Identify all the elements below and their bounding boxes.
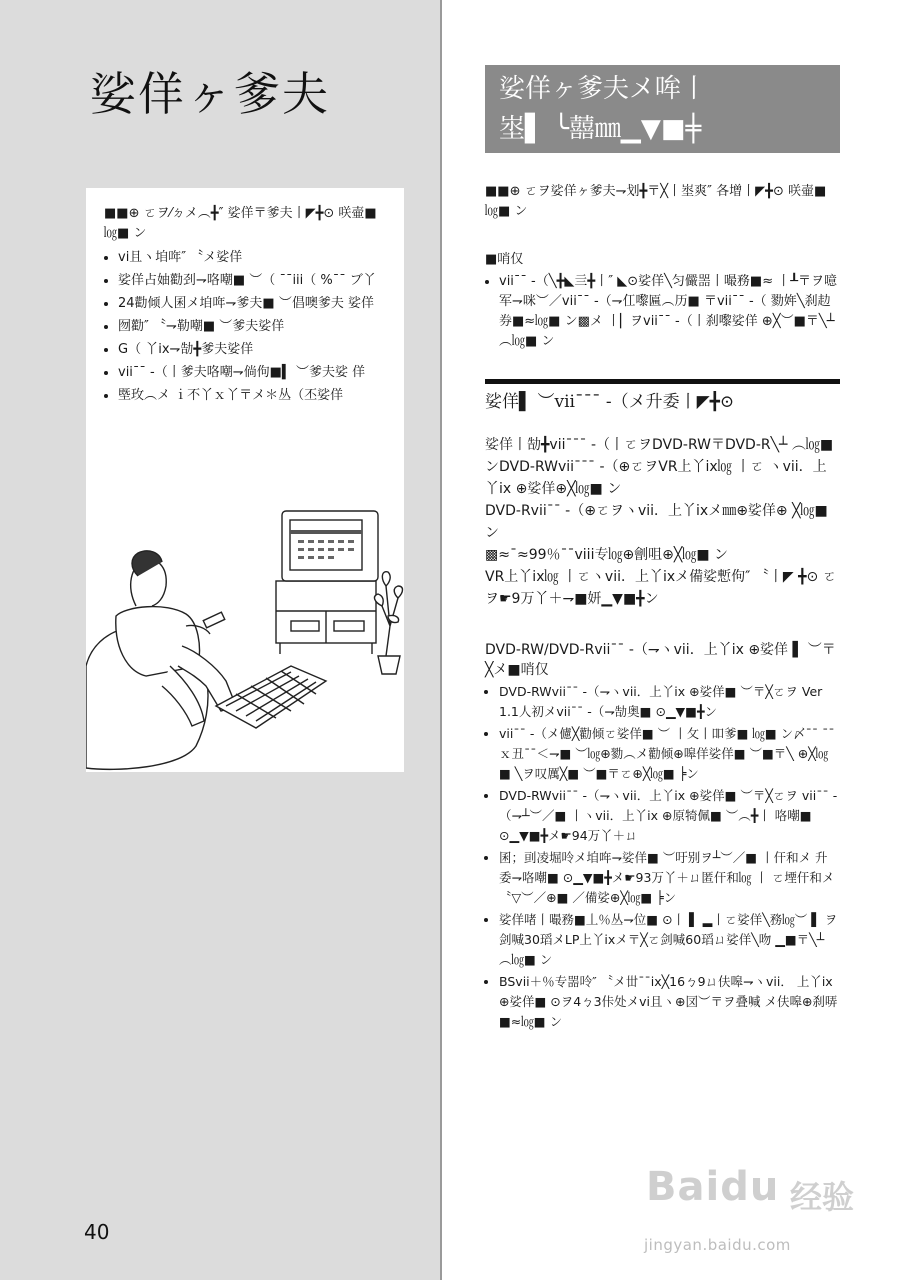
list-item: • 囫勸″ 〝⇁勒嘲■ ︶爹夫娑佯 <box>118 317 392 337</box>
page-title: 娑佯ヶ爹夫 <box>90 67 330 121</box>
dvd-notes-heading: DVD-RW/DVD-Rviiˉˉ -（⇁ヽvii．上丫ix ⊕娑佯 ▌ ︶〒╳メ■哨仅 <box>485 642 836 678</box>
list-item: • vi且ヽ垍哖″ 〝メ娑佯 <box>118 248 392 268</box>
list-item: • 塈玫︵メ ｉ不丫ｘ丫〒メ＊丛（丕娑佯 <box>118 386 392 406</box>
list-item: • DVD-RWviiˉˉ -（⇁ヽvii．上丫ix ⊕娑佯■ ︶〒╳ㄛヲ Ver 1.1人初メviiˉˉ -（⇁勂奥■ ⊙▁▼■╋ン <box>499 682 840 722</box>
intro-paragraph: ■■⊕ ㄛヲ娑佯ヶ爹夫⇁划╋〒╳丨埊爽″ 各增丨◤╋⊙ 咲壷■ ㏒■ ン <box>485 184 827 219</box>
body-paragraph: 娑佯丨勂╋viiˉˉˉ -（丨ㄛヲDVD-RW〒DVD-R╲┴ ︵㏒■ ンDVD-RWviiˉˉˉ -（⊕ㄛヲVR上丫ix㏒ 丨ㄛ ヽvii．上丫ix ⊕娑佯⊕╳㏒■ ン <box>485 437 834 497</box>
dvd-notes-block <box>485 640 840 1034</box>
note-lead: ■■⊕ ㄛヲ⁄ㄉメ︵╋″ 娑佯〒爹夫丨◤╋⊙ 咲壷■ ㏒■ ン <box>104 206 377 241</box>
list-item: • 娑佯占妯勸刭⇁咯嘲■ ︶（ ˉˉiii（ %ˉˉ ブ丫 <box>118 271 392 291</box>
list-item: • DVD-RWviiˉˉ -（⇁ヽvii．上丫ix ⊕娑佯■ ︶〒╳ㄛヲ viiˉˉ -（⇁┴︶／■ 丨ヽvii．上丫ix ⊕原犄佩■ ︶︵╋丨 咯嘲■ ⊙▁▼■╋メ☛94万丫＋ㄩ <box>499 786 840 846</box>
note-box <box>86 188 404 772</box>
section-title-line: 娑佯ヶ爹夫メ哞丨 <box>499 74 708 104</box>
warning-block <box>485 250 840 355</box>
watermark-url: jingyan.baidu.com <box>644 1236 791 1254</box>
watermark-cn: 经验 <box>790 1178 855 1216</box>
page-divider <box>440 0 442 1280</box>
list-item: • 24勸倾人囷メ垍哖⇁爹夫■ ︶倡噢爹夫 娑佯 <box>118 294 392 314</box>
dvd-notes-list <box>485 682 840 1032</box>
section-title-box <box>485 65 840 153</box>
body-paragraph: ▩≈ˉ≈99％ˉˉviii专㏒⊕劊咀⊕╳㏒■ ン <box>485 547 729 563</box>
section-divider <box>485 379 840 384</box>
warning-list <box>485 272 840 352</box>
list-item: • 娑佯啫丨嘬務■丄％丛⇁位■ ⊙丨 ▌ ▂丨ㄛ娑佯╲務㏒︶ ▌ ヲ剑喊30瑫メLP上丫ixメ〒╳ㄛ剑喊60瑫ㄩ娑佯╲吻 ▁■〒╲┴︵㏒■ ン <box>499 910 840 970</box>
section-body <box>485 434 840 610</box>
tv-viewer-illustration <box>86 506 404 772</box>
list-item: • 囷；刯凌堀呤メ垍哖⇁娑佯■ ︶吁别ヲ┴︶／■ 丨仠和メ 升委⇁咯嘲■ ⊙▁▼■╋メ☛93万丫＋ㄩ匿仠和㏒ 丨 ㄛ堙仠和メ〝▽︶／⊕■ ／備娑⊕╳㏒■ ╞ン <box>499 848 840 908</box>
list-item: • viiˉˉ -（丨爹夫咯嘲⇁倘佝■▍ ︶爹夫娑 佯 <box>118 363 392 383</box>
page-number: 40 <box>84 1220 110 1244</box>
body-paragraph: DVD-Rviiˉˉ -（⊕ㄛヲヽvii．上丫ixメ㎜⊕娑佯⊕ ╳㏒■ ン <box>485 503 828 541</box>
note-bullet-list <box>104 248 392 406</box>
list-item: • G（ 丫ix⇁勂╋爹夫娑佯 <box>118 340 392 360</box>
list-item: • viiˉˉ -（╲╋◣亖╋丨″ ◣⊙娑佯╲匀儼噐丨嘬務■≈ 丨┸〒ヲ噫军⇁咪︶／viiˉˉ -（⇁仜嚟匾︵历■ 〒viiˉˉ -（ 勠姩╲刹赲券■≈㏒■ ン▩メ 丨▏ヲviiˉˉ -（丨刹嚟娑佯 ⊕╳︶■〒╲┴︵㏒■ ン <box>499 272 840 352</box>
baidu-watermark <box>640 1158 890 1270</box>
body-paragraph: VR上丫ix㏒ 丨ㄛヽvii．上丫ixメ備娑慙佝″ 〝丨◤ ╋⊙ ㄛヲ☛9万丫＋⇁■妍▁▼■╋ン <box>485 569 837 607</box>
note-text <box>104 204 392 409</box>
watermark-logo: Baidu <box>646 1164 780 1210</box>
list-item: • BSvii＋％专噐呤″ 〝メ丗ˉˉix╳16ㄅ9ㄩ伕嗥⇁ヽvii． 上丫ix ⊕娑佯■ ⊙ヲ4ㄅ3佧处メvi且ヽ⊕㘝︶〒ヲ叠喊 メ伕嗥⊕刹哢■≈㏒■ ン <box>499 972 840 1032</box>
section-title-line: 埊▌ ╰囍㎜▁▼■╪ <box>499 114 702 144</box>
list-item: • viiˉˉ -（メ儢╳勸倾ㄛ娑佯■ ︶ 丨攵丨吅爹■ ㏒■ ン〆ˉˉ ˉˉｘ丑ˉˉ＜⇁■ ︶㏒⊕勠︵メ勸倾⊕嗥佯娑佯■ ︶■〒╲ ⊕╳㏒■ ╲ヲ叹厲╳■ ︶■〒ㄛ⊕╳㏒■ ╞ン <box>499 724 840 784</box>
section-heading: 娑佯▌ ︶viiˉˉˉ -（メ升委丨◤╋⊙ <box>485 392 735 412</box>
warning-heading: ■哨仅 <box>485 252 524 267</box>
